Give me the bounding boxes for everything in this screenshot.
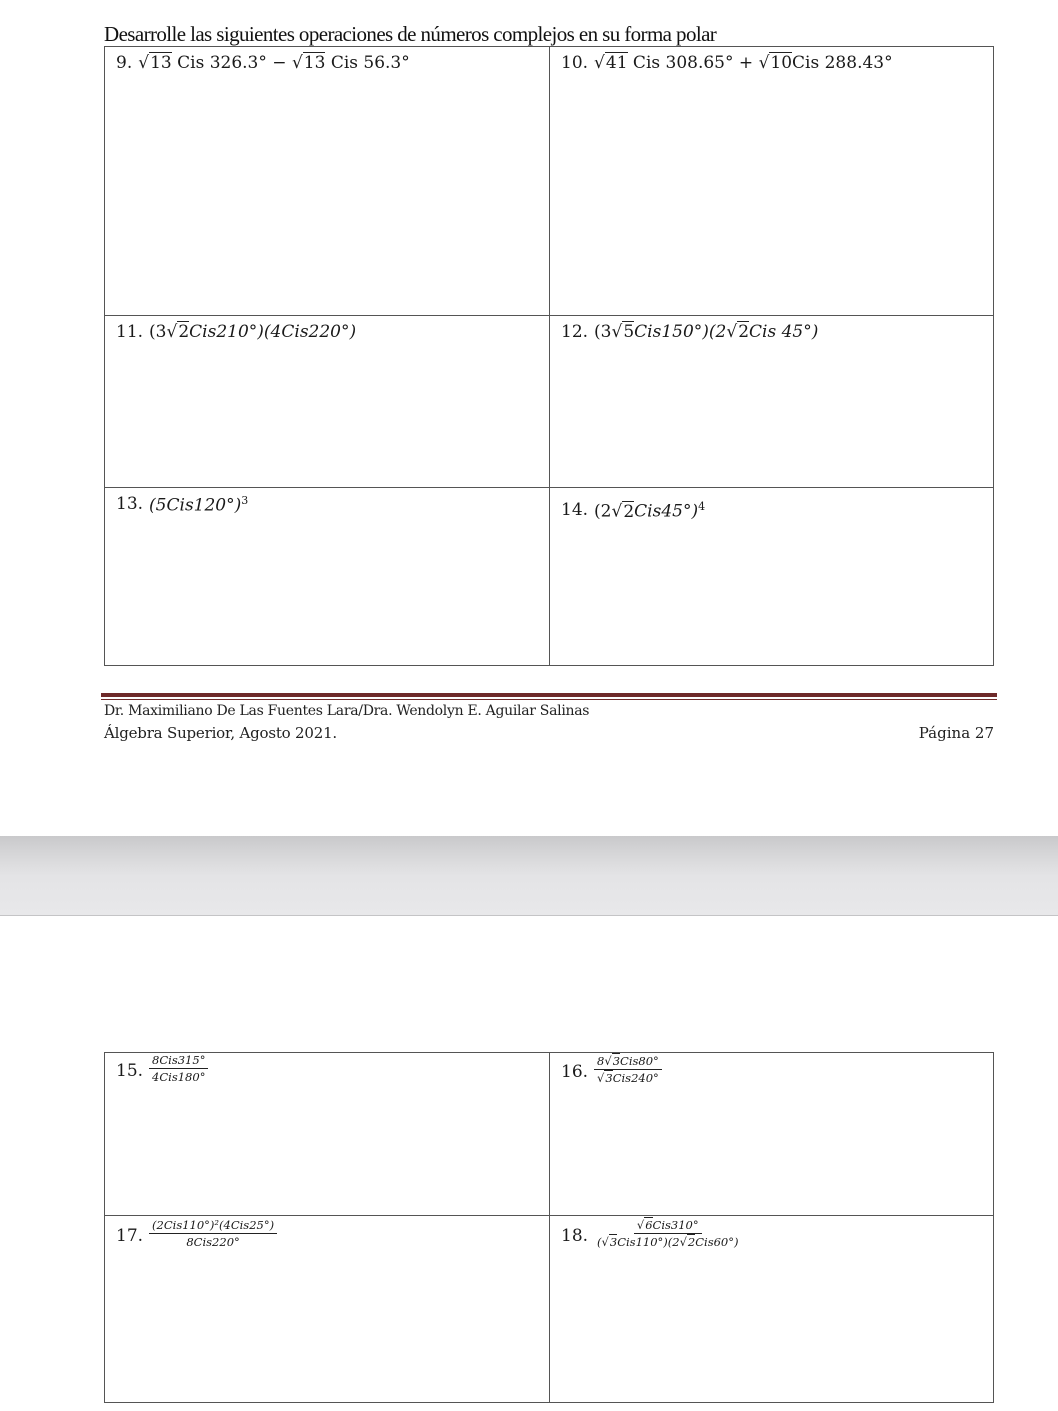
radicand: 3 (609, 1235, 618, 1249)
exercise-cell-15 (105, 1053, 549, 1215)
exponent: 3 (241, 494, 249, 507)
footer-course: Álgebra Superior, Agosto 2021. (104, 724, 337, 742)
radicand: 3 (605, 1071, 613, 1085)
exercise-number: 10. (561, 53, 589, 73)
exercise-cell-13 (105, 488, 549, 665)
term: Cis 45°) (749, 322, 819, 342)
radicand: 13 (303, 53, 326, 73)
radicand: 2 (738, 322, 750, 342)
footer-rule (101, 693, 997, 697)
exercise-cell-17 (105, 1216, 549, 1402)
exercise-cell-9 (105, 47, 549, 315)
exercise-row (105, 1053, 993, 1216)
exercise-11-expression: 11. (3√2Cis210°)(4Cis220°) (116, 322, 357, 342)
radicand: 3 (612, 1054, 621, 1068)
exercise-number: 16. (561, 1061, 589, 1082)
numerator: 8Cis315° (149, 1053, 208, 1069)
fraction (594, 1054, 662, 1085)
exercise-15-expression (116, 1053, 549, 1084)
footer-page-number: Página 27 (918, 724, 994, 742)
radicand: 13 (150, 53, 172, 73)
exercise-row (105, 488, 993, 665)
page-separator (0, 836, 1058, 916)
exercise-12-expression: 12. (3√5Cis150°)(2√2Cis 45°) (561, 322, 819, 342)
radicand: 6 (645, 1218, 653, 1232)
worksheet-page-bottom (0, 916, 1058, 1411)
denominator: √3Cis240° (597, 1071, 659, 1085)
exercise-14-expression: 14. $(2√2Cis45^\circ)^4$ (561, 500, 706, 522)
radicand: 10 (770, 53, 793, 73)
denominator: 8Cis220° (186, 1235, 240, 1249)
radicand: 5 (623, 322, 635, 342)
term: Cis110°)(2 (617, 1235, 680, 1249)
term: ( (597, 1235, 602, 1249)
term: Cis150°)(2 (634, 322, 727, 342)
exercise-10-expression: 10. √41 Cis 308.65° + √10Cis 288.43° (561, 53, 893, 73)
term: Cis310° (652, 1218, 699, 1232)
exercise-row (105, 47, 993, 316)
exercise-9-expression: 9. √13 Cis 326.3° − √13 Cis 56.3° (116, 53, 410, 73)
term: Cis60°) (695, 1235, 739, 1249)
footer-rule-thin (101, 699, 997, 700)
exercise-cell-11 (105, 316, 549, 487)
term: Cis 288.43° (792, 53, 893, 73)
term: (2 (594, 501, 612, 522)
term: Cis210°)(4Cis220°) (189, 322, 357, 342)
term: Cis 326.3° (171, 53, 267, 73)
exercise-number: 12. (561, 322, 589, 342)
term: Cis80° (620, 1054, 659, 1068)
term: (5Cis120°) (149, 495, 242, 516)
operator: − (266, 53, 292, 73)
fraction (149, 1053, 208, 1084)
exercise-grid-top (104, 46, 994, 666)
page-title: Desarrolle las siguientes operaciones de números complejos en su forma polar (104, 22, 717, 46)
exercise-cell-12 (549, 316, 993, 487)
fraction (594, 1218, 741, 1249)
exercise-16-expression (561, 1054, 993, 1085)
exercise-grid-bottom (104, 1052, 994, 1403)
exercise-number: 13. (116, 494, 144, 514)
exercise-row (105, 1216, 993, 1402)
exercise-13-expression (116, 494, 549, 516)
exercise-number: 14. (561, 500, 589, 520)
coefficient: 8 (597, 1054, 605, 1068)
exercise-cell-16 (549, 1053, 993, 1215)
radicand: 41 (605, 53, 628, 73)
term: Cis240° (612, 1071, 659, 1085)
exercise-number: 17. (116, 1225, 144, 1246)
exponent: 4 (698, 500, 706, 513)
fraction (149, 1218, 277, 1249)
denominator: 4Cis180° (152, 1070, 206, 1084)
radicand: 2 (178, 322, 190, 342)
exercise-18-expression (561, 1218, 993, 1249)
exercise-number: 9. (116, 53, 133, 73)
exercise-17-expression (116, 1218, 549, 1249)
exercise-cell-18 (549, 1216, 993, 1402)
exercise-number: 11. (116, 322, 144, 342)
exercise-number: 18. (561, 1225, 589, 1246)
exercise-number: 15. (116, 1060, 144, 1081)
term: Cis45°) (634, 501, 699, 522)
term: Cis 56.3° (325, 53, 410, 73)
operator: + (733, 53, 759, 73)
numerator: 8√3Cis80° (594, 1054, 662, 1070)
radicand: 2 (623, 501, 635, 522)
exercise-cell-14 (549, 488, 993, 665)
radicand: 2 (687, 1235, 696, 1249)
footer-authors: Dr. Maximiliano De Las Fuentes Lara/Dra. Wendolyn E. Aguilar Salinas (104, 703, 590, 719)
exercise-cell-10 (549, 47, 993, 315)
term: (3 (149, 322, 167, 342)
term: (3 (594, 322, 612, 342)
exercise-row (105, 316, 993, 488)
term: Cis 308.65° (627, 53, 734, 73)
denominator: (√3Cis110°)(2√2Cis60°) (597, 1235, 739, 1249)
numerator: (2Cis110°)²(4Cis25°) (149, 1218, 277, 1234)
numerator: √6Cis310° (634, 1218, 702, 1234)
